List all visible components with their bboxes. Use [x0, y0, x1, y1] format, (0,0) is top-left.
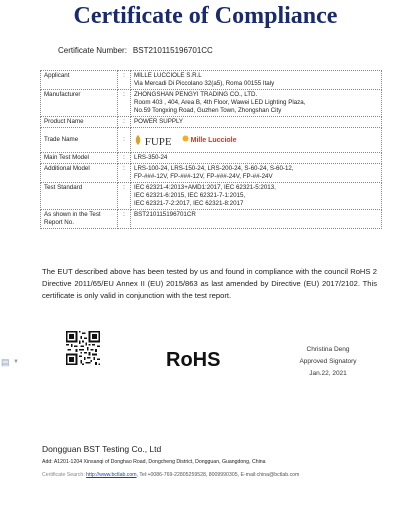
- row-value: [131, 128, 382, 153]
- value-line: No.59 Tongxing Road, Guzhen Town, Zhongshan City: [134, 107, 282, 114]
- table-row: [41, 71, 382, 90]
- row-colon: :: [118, 90, 131, 117]
- company-address: Add: A1201-1204 Xinsanqi of Donghao Road, Dongcheng District, Dongguan, Guangdong, China: [42, 459, 266, 465]
- compliance-statement: The EUT described above has been tested by us and found in compliance with the council RoHS 2 Directive 2011/65/EU Annex II (EU) 2015/863 as last amended by Directive (EU) 2017/2102. This certificate is only valid in conjunction with the test report.: [42, 267, 377, 300]
- table-row: [41, 183, 382, 210]
- row-colon: :: [118, 153, 131, 164]
- value-line: POWER SUPPLY: [134, 118, 184, 125]
- value-line: Via Mercadi Di Piccolano 32(a5), Roma 00155 Italy: [134, 80, 275, 87]
- row-value: [131, 153, 382, 164]
- certificate-number-value: BST210115196701CC: [132, 46, 213, 55]
- row-value: [131, 164, 382, 183]
- company-name: Dongguan BST Testing Co., Ltd: [42, 444, 162, 454]
- fupe-leaf-icon: [134, 135, 142, 145]
- signatory-role: Approved Signatory: [299, 358, 357, 365]
- row-colon: :: [118, 183, 131, 210]
- table-row: [41, 90, 382, 117]
- row-label: Manufacturer: [41, 90, 118, 117]
- value-line: IEC 62321-7-2:2017, IEC 62321-8:2017: [134, 200, 244, 207]
- value-line: IEC 62321-4:2013+AMD1:2017, IEC 62321-5:2013,: [134, 184, 276, 191]
- row-label: Applicant: [41, 71, 118, 90]
- document-icon[interactable]: ▤: [1, 357, 10, 367]
- row-value: [131, 210, 382, 229]
- row-colon: :: [118, 210, 131, 229]
- row-label: Product Name: [41, 117, 118, 128]
- table-row: [41, 128, 382, 153]
- value-line: MILLE LUCCIOLE S.R.L: [134, 72, 202, 79]
- value-line: LRS-350-24: [134, 154, 168, 161]
- row-value: [131, 117, 382, 128]
- row-label: As shown in the Test Report No.: [41, 210, 118, 229]
- signatory-date: Jan.22, 2021: [309, 370, 347, 377]
- mille-lucciole-logo: Mille Lucciole: [182, 135, 237, 145]
- value-line: FP-###-12V, FP-###-12V, FP-###-24V, FP-##-24V: [134, 173, 273, 180]
- row-value: [131, 183, 382, 210]
- row-label: Test Standard: [41, 183, 118, 210]
- firefly-icon: [182, 135, 189, 142]
- signatory-block: [283, 344, 373, 380]
- row-value: [131, 71, 382, 90]
- table-row: [41, 153, 382, 164]
- expand-arrow-icon[interactable]: ▼: [13, 359, 19, 365]
- value-line: ZHONGSHAN PENGYI TRADING CO., LTD.: [134, 91, 258, 98]
- table-row: [41, 164, 382, 183]
- row-colon: :: [118, 164, 131, 183]
- search-label: Certificate Search:: [42, 472, 85, 478]
- row-label: Additional Model: [41, 164, 118, 183]
- certificate-search: [42, 472, 299, 478]
- qr-code-icon: [66, 331, 100, 365]
- table-row: [41, 210, 382, 229]
- value-line: BST210115196701CR: [134, 211, 196, 218]
- certificate-number: [52, 46, 213, 55]
- fupe-logo: FUPE: [134, 135, 172, 146]
- value-line: Room 403 , 404, Area B, 4th Floor, Wawei LED Lighting Plaza,: [134, 99, 306, 106]
- table-row: [41, 117, 382, 128]
- row-label: Trade Name: [41, 128, 118, 153]
- row-colon: :: [118, 117, 131, 128]
- search-link[interactable]: http://www.bctlab.com: [86, 472, 137, 478]
- value-line: IEC 62321-6:2015, IEC 62321-7-1:2015,: [134, 192, 246, 199]
- row-label: Main Test Model: [41, 153, 118, 164]
- certificate-number-label: Certificate Number:: [58, 46, 127, 55]
- certificate-title: Certificate of Compliance: [73, 3, 338, 29]
- row-colon: :: [118, 71, 131, 90]
- row-colon: :: [118, 128, 131, 153]
- info-table: [40, 70, 382, 229]
- rohs-logo: RoHS: [166, 349, 221, 371]
- signatory-name: Christina Deng: [306, 346, 350, 353]
- value-line: LRS-100-24, LRS-150-24, LRS-200-24, S-60-24, S-60-12,: [134, 165, 294, 172]
- contact-info: , Tel:+0086-769-22805259528, 8009990305, E-mail:china@bctlab.com: [136, 472, 300, 478]
- trade-name-logos: [134, 129, 378, 151]
- row-value: [131, 90, 382, 117]
